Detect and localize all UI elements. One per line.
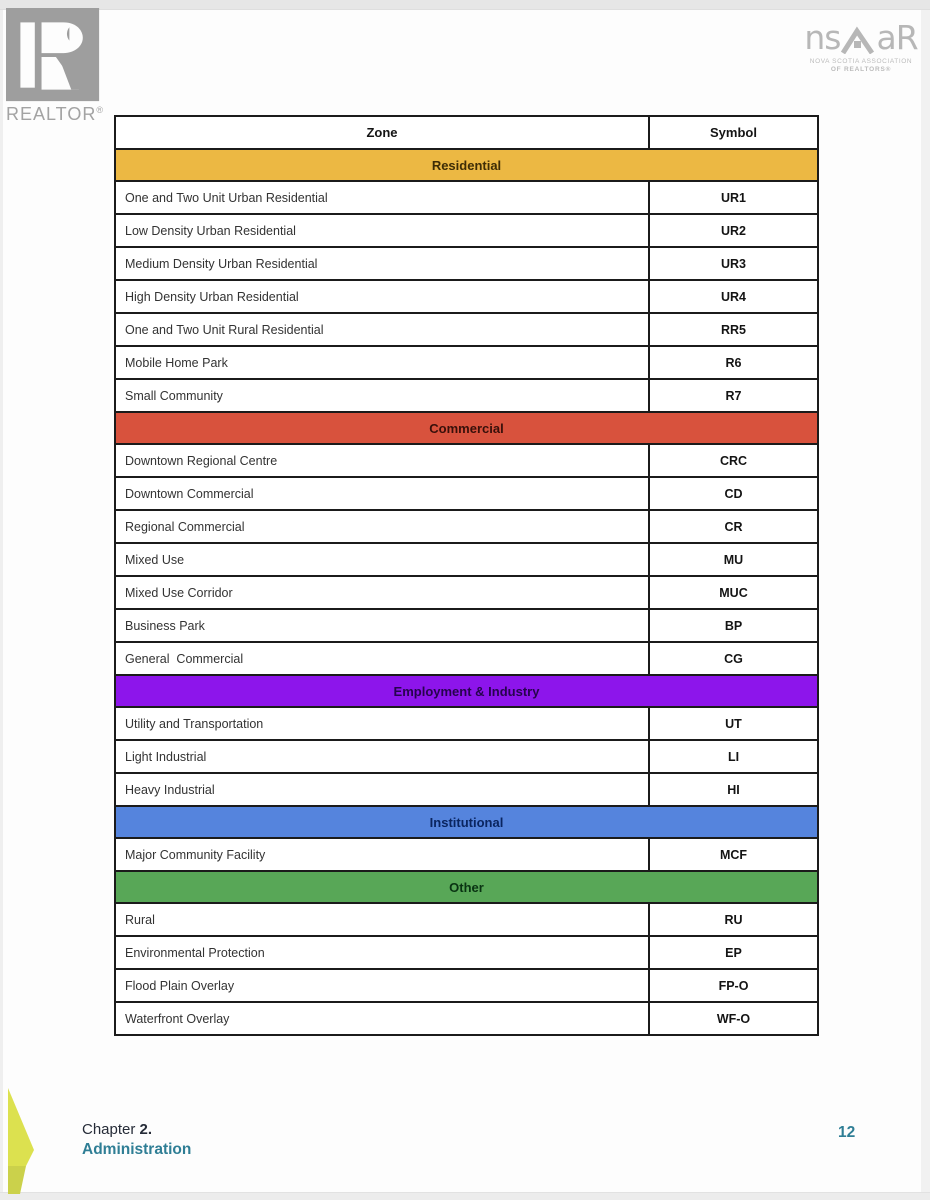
- table-row: [115, 313, 818, 346]
- table-row: [115, 576, 818, 609]
- table-row: [115, 609, 818, 642]
- zone-name: Utility and Transportation: [115, 707, 649, 740]
- zone-symbol: FP-O: [649, 969, 818, 1002]
- table-row: [115, 214, 818, 247]
- zone-symbol: MUC: [649, 576, 818, 609]
- chapter-label: Chapter 2.: [82, 1121, 153, 1138]
- zone-name: One and Two Unit Rural Residential: [115, 313, 649, 346]
- section-header-residential: Residential: [115, 149, 818, 181]
- zone-name: Business Park: [115, 609, 649, 642]
- nsar-subtitle: NOVA SCOTIA ASSOCIATION OF REALTORS®: [809, 58, 913, 73]
- zone-symbol: UR3: [649, 247, 818, 280]
- chapter-number: 2.: [139, 1121, 153, 1138]
- zone-name: Heavy Industrial: [115, 773, 649, 806]
- zone-symbol: WF-O: [649, 1002, 818, 1035]
- zone-name: Medium Density Urban Residential: [115, 247, 649, 280]
- table-row: [115, 346, 818, 379]
- table-row: [115, 969, 818, 1002]
- page-edge-top: [0, 0, 930, 10]
- table-row: [115, 510, 818, 543]
- page-edge-right: [921, 10, 930, 1192]
- table-row: [115, 444, 818, 477]
- column-header-symbol: Symbol: [649, 116, 818, 149]
- table-row: [115, 903, 818, 936]
- table-row: [115, 543, 818, 576]
- zone-symbol: LI: [649, 740, 818, 773]
- table-row: [115, 247, 818, 280]
- footer-chapter: [82, 1120, 191, 1160]
- zone-name: General Commercial: [115, 642, 649, 675]
- zone-symbol: CR: [649, 510, 818, 543]
- table-row: [115, 642, 818, 675]
- section-header-employment-industry: Employment & Industry: [115, 675, 818, 707]
- table-row: [115, 773, 818, 806]
- table-row: [115, 707, 818, 740]
- footer-kite-icon: [0, 1086, 42, 1198]
- section-row-employment-industry: [115, 675, 818, 707]
- page-edge-left: [0, 10, 3, 1192]
- registered-trademark-icon: ®: [96, 105, 104, 115]
- zoning-table: [114, 115, 819, 1036]
- table-row: [115, 838, 818, 871]
- page-edge-bottom: [0, 1192, 930, 1200]
- section-row-commercial: [115, 412, 818, 444]
- zone-symbol: UT: [649, 707, 818, 740]
- zone-name: One and Two Unit Urban Residential: [115, 181, 649, 214]
- zone-symbol: RR5: [649, 313, 818, 346]
- zone-name: Mixed Use: [115, 543, 649, 576]
- zone-name: Low Density Urban Residential: [115, 214, 649, 247]
- house-icon: [841, 24, 875, 54]
- zone-name: Waterfront Overlay: [115, 1002, 649, 1035]
- zone-symbol: UR1: [649, 181, 818, 214]
- zone-symbol: R6: [649, 346, 818, 379]
- zone-symbol: UR2: [649, 214, 818, 247]
- section-row-residential: [115, 149, 818, 181]
- zone-name: Small Community: [115, 379, 649, 412]
- zone-name: High Density Urban Residential: [115, 280, 649, 313]
- zone-symbol: HI: [649, 773, 818, 806]
- zone-name: Downtown Commercial: [115, 477, 649, 510]
- section-header-commercial: Commercial: [115, 412, 818, 444]
- zone-name: Major Community Facility: [115, 838, 649, 871]
- zone-symbol: CRC: [649, 444, 818, 477]
- nsar-prefix: ns: [804, 18, 841, 57]
- zone-name: Regional Commercial: [115, 510, 649, 543]
- page-number: 12: [838, 1124, 856, 1141]
- zone-symbol: EP: [649, 936, 818, 969]
- zone-name: Flood Plain Overlay: [115, 969, 649, 1002]
- zone-name: Downtown Regional Centre: [115, 444, 649, 477]
- chapter-title: Administration: [82, 1141, 192, 1158]
- table-header-row: [115, 116, 818, 149]
- zone-symbol: RU: [649, 903, 818, 936]
- section-header-other: Other: [115, 871, 818, 903]
- realtor-block-r-icon: [6, 8, 102, 104]
- zone-name: Mobile Home Park: [115, 346, 649, 379]
- column-header-zone: Zone: [115, 116, 649, 149]
- zone-name: Environmental Protection: [115, 936, 649, 969]
- zone-name: Mixed Use Corridor: [115, 576, 649, 609]
- section-row-institutional: [115, 806, 818, 838]
- zone-symbol: R7: [649, 379, 818, 412]
- zone-symbol: MCF: [649, 838, 818, 871]
- zone-name: Light Industrial: [115, 740, 649, 773]
- zone-symbol: CD: [649, 477, 818, 510]
- table-row: [115, 280, 818, 313]
- table-row: [115, 477, 818, 510]
- zone-symbol: BP: [649, 609, 818, 642]
- nsar-suffix: aR: [876, 18, 918, 57]
- table-row: [115, 740, 818, 773]
- section-header-institutional: Institutional: [115, 806, 818, 838]
- zone-symbol: CG: [649, 642, 818, 675]
- section-row-other: [115, 871, 818, 903]
- table-row: [115, 936, 818, 969]
- nsar-logo: [796, 16, 926, 74]
- zone-name: Rural: [115, 903, 649, 936]
- zone-symbol: MU: [649, 543, 818, 576]
- table-row: [115, 1002, 818, 1035]
- table-row: [115, 181, 818, 214]
- realtor-logo: [6, 8, 102, 126]
- table-row: [115, 379, 818, 412]
- realtor-wordmark: REALTOR®: [6, 104, 104, 124]
- zone-symbol: UR4: [649, 280, 818, 313]
